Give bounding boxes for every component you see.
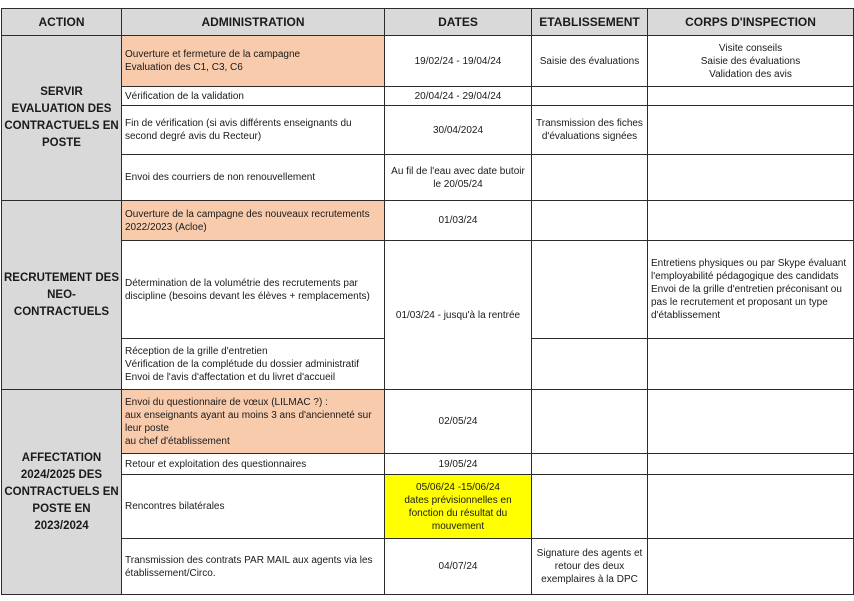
dates-cell: 04/07/24 (385, 539, 532, 595)
table-row (2, 201, 854, 241)
header-dates: DATES (385, 9, 532, 36)
dates-cell: 02/05/24 (385, 390, 532, 454)
etab-cell (532, 454, 648, 475)
dates-cell: Au fil de l'eau avec date butoir le 20/05/24 (385, 155, 532, 201)
table-row (2, 87, 854, 106)
admin-cell: Envoi des courriers de non renouvellement (122, 155, 385, 201)
corps-cell (648, 201, 854, 241)
etab-cell (532, 241, 648, 339)
dates-cell: 19/02/24 - 19/04/24 (385, 36, 532, 87)
corps-cell (648, 475, 854, 539)
etab-cell (532, 201, 648, 241)
header-administration: ADMINISTRATION (122, 9, 385, 36)
admin-cell: Ouverture et fermeture de la campagne Evaluation des C1, C3, C6 (122, 36, 385, 87)
corps-cell (648, 539, 854, 595)
table-row (2, 106, 854, 155)
corps-cell (648, 106, 854, 155)
corps-cell (648, 155, 854, 201)
etab-cell: Signature des agents et retour des deux exemplaires à la DPC (532, 539, 648, 595)
dates-cell: 01/03/24 (385, 201, 532, 241)
corps-cell (648, 339, 854, 390)
action-servir-evaluation: SERVIR EVALUATION DES CONTRACTUELS EN POSTE (2, 36, 122, 201)
action-recrutement: RECRUTEMENT DES NEO-CONTRACTUELS (2, 201, 122, 390)
admin-cell: Détermination de la volumétrie des recrutements par discipline (besoins devant les élèves + remplacements) (122, 241, 385, 339)
table-row (2, 241, 854, 339)
table-row (2, 36, 854, 87)
header-row (2, 9, 854, 36)
dates-cell: 01/03/24 - jusqu'à la rentrée (385, 241, 532, 390)
etab-cell: Saisie des évaluations (532, 36, 648, 87)
admin-cell: Retour et exploitation des questionnaires (122, 454, 385, 475)
dates-cell: 20/04/24 - 29/04/24 (385, 87, 532, 106)
admin-cell: Réception de la grille d'entretien Vérification de la complétude du dossier administratif Envoi de l'avis d'affectation et du livret d'accueil (122, 339, 385, 390)
etab-cell (532, 87, 648, 106)
table-row (2, 475, 854, 539)
table-row (2, 539, 854, 595)
header-etablissement: ETABLISSEMENT (532, 9, 648, 36)
etab-cell (532, 475, 648, 539)
planning-table (1, 8, 854, 595)
etab-cell (532, 155, 648, 201)
table-row (2, 454, 854, 475)
admin-cell: Rencontres bilatérales (122, 475, 385, 539)
corps-cell: Entretiens physiques ou par Skype évaluant l'employabilité pédagogique des candidats Envoi de la grille d'entretien préconisant ou pas le recrutement et proposant un type d'établissement (648, 241, 854, 339)
dates-cell: 30/04/2024 (385, 106, 532, 155)
admin-cell: Transmission des contrats PAR MAIL aux agents via les établissement/Circo. (122, 539, 385, 595)
admin-cell: Vérification de la validation (122, 87, 385, 106)
admin-cell: Ouverture de la campagne des nouveaux recrutements 2022/2023 (Acloe) (122, 201, 385, 241)
etab-cell (532, 390, 648, 454)
dates-cell-highlighted: 05/06/24 -15/06/24 dates prévisionnelles en fonction du résultat du mouvement (385, 475, 532, 539)
corps-cell (648, 87, 854, 106)
etab-cell (532, 339, 648, 390)
header-corps-inspection: CORPS D'INSPECTION (648, 9, 854, 36)
table-row (2, 390, 854, 454)
dates-cell: 19/05/24 (385, 454, 532, 475)
corps-cell: Visite conseils Saisie des évaluations Validation des avis (648, 36, 854, 87)
corps-cell (648, 454, 854, 475)
admin-cell: Envoi du questionnaire de vœux (LILMAC ?) : aux enseignants ayant au moins 3 ans d'ancienneté sur leur poste au chef d'établissement (122, 390, 385, 454)
table-row (2, 155, 854, 201)
corps-cell (648, 390, 854, 454)
etab-cell: Transmission des fiches d'évaluations signées (532, 106, 648, 155)
admin-cell: Fin de vérification (si avis différents enseignants du second degré avis du Recteur) (122, 106, 385, 155)
header-action: ACTION (2, 9, 122, 36)
action-affectation: AFFECTATION 2024/2025 DES CONTRACTUELS EN POSTE EN 2023/2024 (2, 390, 122, 595)
